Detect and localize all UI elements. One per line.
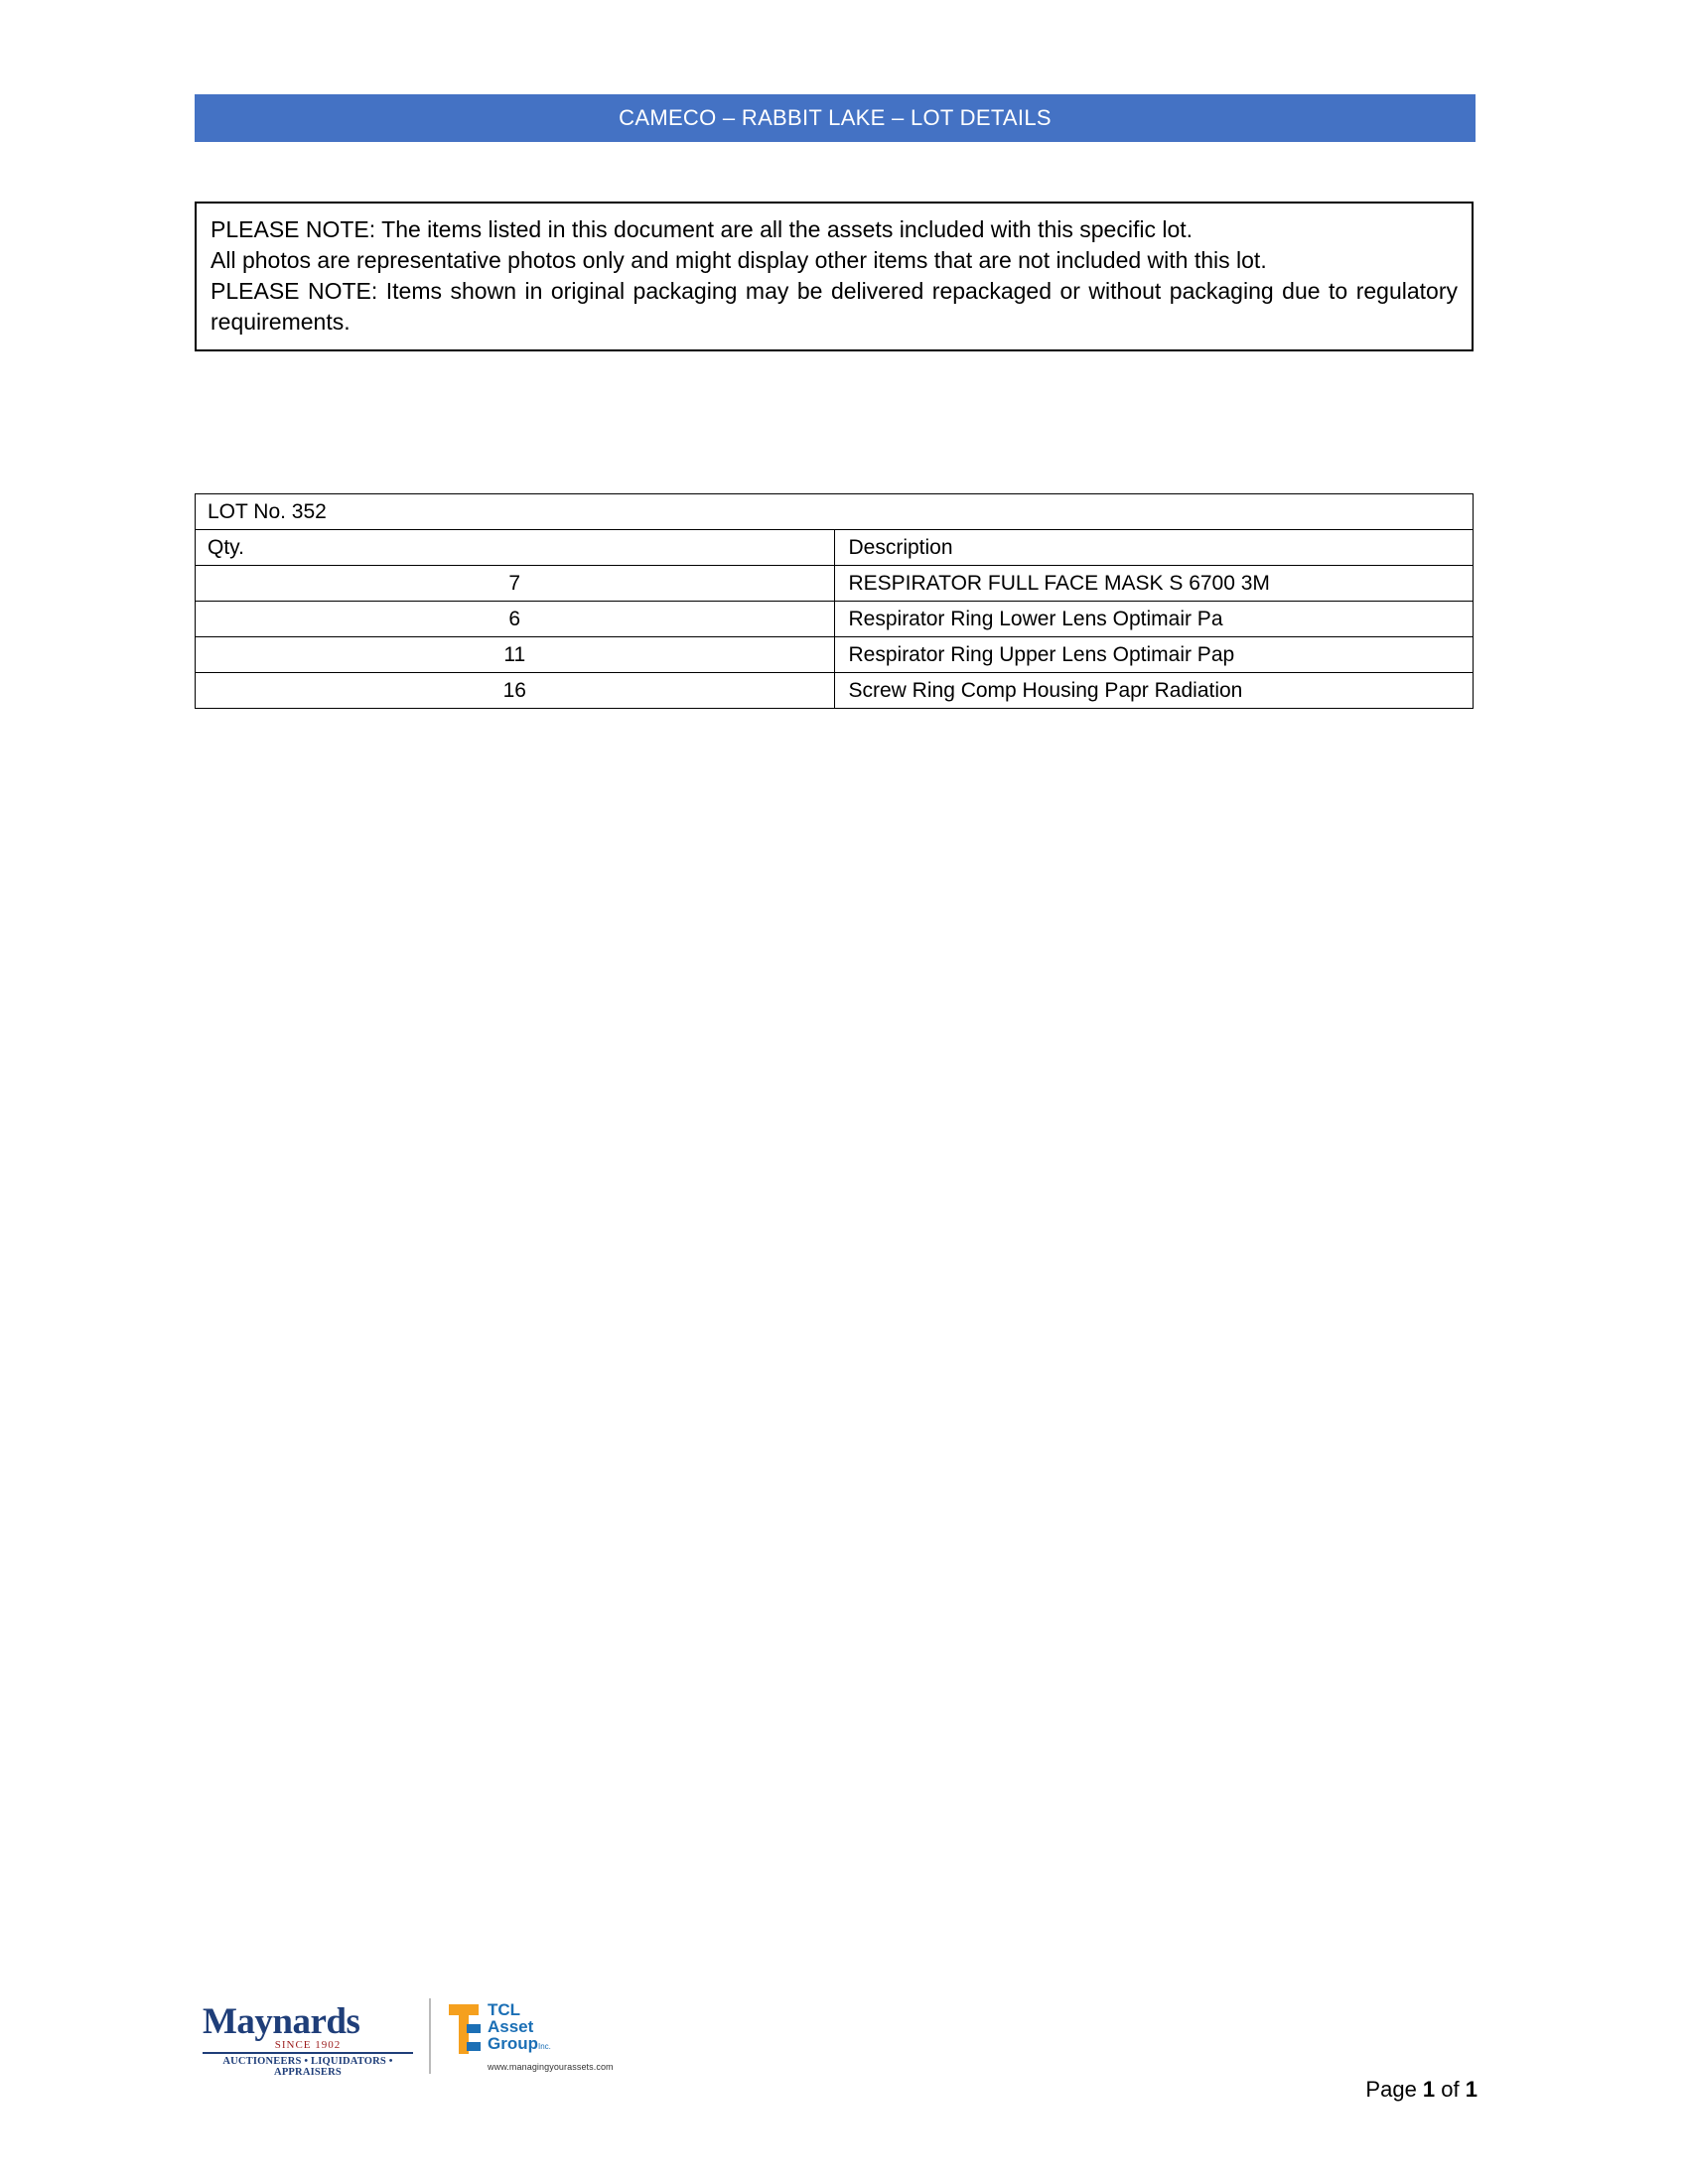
tcl-asset-group-logo [447, 2001, 614, 2078]
tcl-line-3 [488, 2035, 614, 2055]
logo-divider [429, 1998, 431, 2074]
table-header-row [196, 530, 1474, 566]
maynards-rule [203, 2052, 413, 2054]
cell-qty: 16 [196, 673, 835, 709]
lot-details-table [195, 493, 1474, 709]
page-total: 1 [1465, 2077, 1477, 2102]
maynards-logo [203, 2003, 413, 2078]
notice-box [195, 202, 1474, 351]
table-row [196, 637, 1474, 673]
page-label-prefix: Page [1365, 2077, 1423, 2102]
page-footer [0, 1985, 1688, 2144]
cell-description: Respirator Ring Lower Lens Optimair Pa [834, 602, 1474, 637]
cell-description: Respirator Ring Upper Lens Optimair Pap [834, 637, 1474, 673]
notice-line-1: PLEASE NOTE: The items listed in this document are all the assets included with this specific lot. [211, 216, 1194, 242]
notice-line-3: PLEASE NOTE: Items shown in original packaging may be delivered repackaged or without packaging due to regulatory requirements. [211, 278, 1458, 335]
tcl-line-3-text: Group [488, 2034, 538, 2053]
tcl-line-2: Asset [488, 2017, 534, 2036]
tcl-wordmark [488, 2001, 614, 2076]
tcl-inc-text: Inc. [538, 2042, 551, 2051]
cell-qty: 11 [196, 637, 835, 673]
table-row [196, 673, 1474, 709]
column-header-qty: Qty. [196, 530, 835, 566]
notice-line-2: All photos are representative photos only and might display other items that are not included with this lot. [211, 247, 1267, 273]
lot-number-row [196, 494, 1474, 530]
tcl-website-url: www.managingyourassets.com [488, 2062, 614, 2072]
page-label-middle: of [1435, 2077, 1466, 2102]
cell-qty: 6 [196, 602, 835, 637]
maynards-since-text: SINCE 1902 [274, 2039, 342, 2051]
page-current: 1 [1422, 2077, 1436, 2102]
maynards-tagline: AUCTIONEERS • LIQUIDATORS • APPRAISERS [222, 2056, 393, 2078]
maynards-wordmark: Maynards [203, 2001, 360, 2042]
cell-qty: 7 [196, 566, 835, 602]
page-title: CAMECO – RABBIT LAKE – LOT DETAILS [619, 105, 1052, 130]
column-header-description: Description [834, 530, 1474, 566]
header-banner [195, 94, 1476, 142]
table-row [196, 566, 1474, 602]
footer-logos [203, 1998, 614, 2078]
table-row [196, 602, 1474, 637]
tcl-mark-icon [447, 2004, 481, 2054]
lot-number-label: LOT No. 352 [196, 494, 1474, 530]
cell-description: RESPIRATOR FULL FACE MASK S 6700 3M [834, 566, 1474, 602]
cell-description: Screw Ring Comp Housing Papr Radiation [834, 673, 1474, 709]
page-number [1365, 2077, 1477, 2103]
tcl-line-1: TCL [488, 2000, 521, 2019]
